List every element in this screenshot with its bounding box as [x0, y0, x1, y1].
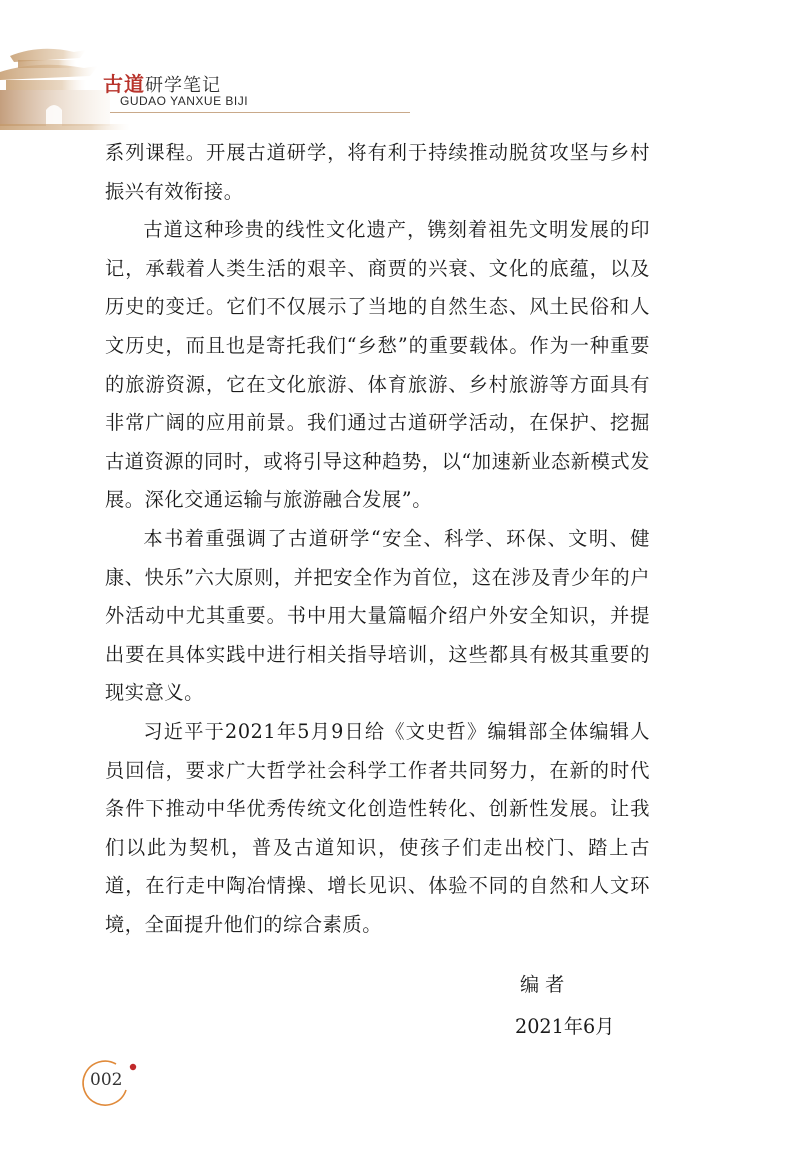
page-number: 002: [90, 1070, 123, 1090]
header-divider: [110, 112, 410, 113]
paragraph: 古道这种珍贵的线性文化遗产，镌刻着祖先文明发展的印记，承载着人类生活的艰辛、商贾的兴衰、文化的底蕴，以及历史的变迁。它们不仅展示了当地的自然生态、风土民俗和人文历史，而且也是寄托我们“乡愁”的重要载体。作为一种重要的旅游资源，它在文化旅游、体育旅游、乡村旅游等方面具有非常广阔的应用前景。我们通过古道研学活动，在保护、挖掘古道资源的同时，或将引导这种趋势，以“加速新业态新模式发展。深化交通运输与旅游融合发展”。: [105, 218, 650, 512]
page-number-badge: [76, 1058, 138, 1108]
book-title-black: 研学笔记: [145, 75, 221, 96]
signature: 编者: [520, 973, 571, 996]
paragraph: 本书着重强调了古道研学“安全、科学、环保、文明、健康、快乐”六大原则，并把安全作为首位，这在涉及青少年的户外活动中尤其重要。书中用大量篇幅介绍户外安全知识，并提出要在具体实践中进行相关指导培训，这些都具有极其重要的现实意义。: [105, 526, 650, 705]
book-title-pinyin: GUDAO YANXUE BIJI: [120, 94, 249, 108]
paragraph: 习近平于2021年5月9日给《文史哲》编辑部全体编辑人员回信，要求广大哲学社会科学工作者共同努力，在新的时代条件下推动中华优秀传统文化创造性转化、创新性发展。让我们以此为契机，普及古道知识，使孩子们走出校门、踏上古道，在行走中陶冶情操、增长见识、体验不同的自然和人文环境，全面提升他们的综合素质。: [105, 719, 650, 936]
paragraph-continued: 系列课程。开展古道研学，将有利于持续推动脱贫攻坚与乡村振兴有效衔接。: [105, 141, 650, 203]
book-title-red: 古道: [103, 72, 145, 96]
date-line: 2021年6月: [515, 1015, 615, 1038]
book-title: [103, 68, 221, 97]
body-text: [105, 134, 650, 944]
running-header: [0, 30, 420, 130]
